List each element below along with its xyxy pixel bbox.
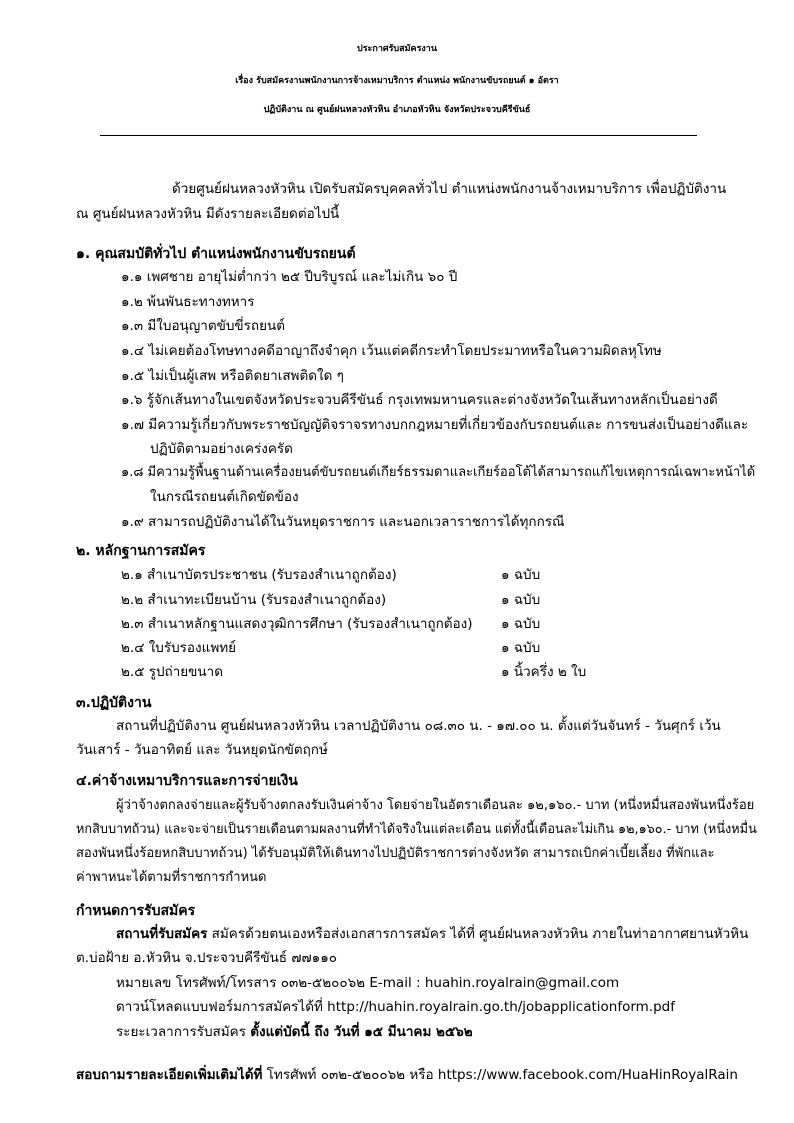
document-item: ๒.๒ สำเนาทะเบียนบ้าน (รับรองสำเนาถูกต้อง) — [121, 592, 387, 608]
document-quantity: ๑ ฉบับ — [501, 616, 541, 632]
footer-label: สอบถามรายละเอียดเพิ่มเติมได้ที่ — [76, 1067, 263, 1083]
footer-text: โทรศัพท์ ๐๓๒-๕๒๐๐๖๒ หรือ https://www.facebook.com/HuaHinRoyalRain — [262, 1067, 738, 1083]
section-4-heading: ๔.ค่าจ้างเหมาบริการและการจ่ายเงิน — [76, 773, 298, 789]
page-title: ประกาศรับสมัครงาน — [356, 44, 438, 54]
payment-line-3: สองพันหนึ่งร้อยหกสิบบาทถ้วน) ได้รับอนุมัติให้เดินทางไปปฏิบัติราชการต่างจังหวัด สามารถเบิกค่าเบี้ยเลี้ยง ที่พักและ — [76, 846, 715, 861]
payment-line-4: ค่าพาหนะได้ตามที่ราชการกำหนด — [76, 870, 267, 885]
footer-contact — [76, 1066, 738, 1084]
document-quantity: ๑ ฉบับ — [501, 640, 541, 656]
qualification-item: ๑.๓ มีใบอนุญาตขับขี่รถยนต์ — [121, 318, 285, 334]
qualification-item: ๑.๑ เพศชาย อายุไม่ต่ำกว่า ๒๕ ปีบริบูรณ์ และไม่เกิน ๖๐ ปี — [121, 269, 458, 285]
document-item: ๒.๑ สำเนาบัตรประชาชน (รับรองสำเนาถูกต้อง) — [121, 567, 397, 583]
work-schedule-line-1: สถานที่ปฏิบัติงาน ศูนย์ฝนหลวงหัวหิน เวลาปฏิบัติงาน ๐๘.๓๐ น. - ๑๗.๐๐ น. ตั้งแต่วันจันทร์ - วันศุกร์ เว้น — [116, 718, 721, 734]
document-quantity: ๑ นิ้วครึ่ง ๒ ใบ — [501, 664, 587, 680]
application-place-line-1 — [116, 925, 748, 943]
download-form-link[interactable]: ดาวน์โหลดแบบฟอร์มการสมัครได้ที่ http://huahin.royalrain.go.th/jobapplicationform.pdf — [116, 999, 676, 1015]
contact-info: หมายเลข โทรศัพท์/โทรสาร ๐๓๒-๕๒๐๐๖๒ E-mail : huahin.royalrain@gmail.com — [116, 975, 620, 991]
document-item: ๒.๕ รูปถ่ายขนาด — [121, 664, 223, 680]
payment-line-2: หกสิบบาทถ้วน) และจะจ่ายเป็นรายเดือนตามผลงานที่ทำได้จริงในแต่ละเดือน แต่ทั้งนี้เดือนละไม่เกิน ๑๒,๑๖๐.- บาท (หนึ่งหมื่น — [76, 822, 757, 837]
application-place-label: สถานที่รับสมัคร — [116, 926, 208, 942]
application-period — [116, 1023, 473, 1041]
intro-line-1: ด้วยศูนย์ฝนหลวงหัวหิน เปิดรับสมัครบุคคลทั่วไป ตำแหน่งพนักงานจ้างเหมาบริการ เพื่อปฏิบัติงาน — [172, 181, 727, 197]
announcement-subject: เรื่อง รับสมัครงานพนักงานการจ้างเหมาบริการ ตำแหน่ง พนักงานขับรถยนต์ ๑ อัตรา — [235, 76, 559, 86]
qualification-item-continued: ในกรณีรถยนต์เกิดขัดข้อง — [150, 489, 299, 505]
document-item: ๒.๔ ใบรับรองแพทย์ — [121, 640, 237, 656]
intro-line-2: ณ ศูนย์ฝนหลวงหัวหิน มีดังรายละเอียดต่อไปนี้ — [76, 206, 340, 222]
qualification-item: ๑.๒ พ้นพันธะทางทหาร — [121, 294, 255, 310]
document-quantity: ๑ ฉบับ — [501, 592, 541, 608]
qualification-item: ๑.๖ รู้จักเส้นทางในเขตจังหวัดประจวบคีรีขันธ์ กรุงเทพมหานครและต่างจังหวัดในเส้นทางหลักเป็นอย่างดี — [121, 392, 718, 408]
application-period-value: ตั้งแต่บัดนี้ ถึง วันที่ ๑๕ มีนาคม ๒๕๖๒ — [250, 1024, 473, 1040]
qualification-item-continued: ปฏิบัติตามอย่างเคร่งครัด — [150, 441, 293, 457]
qualification-item: ๑.๔ ไม่เคยต้องโทษทางคดีอาญาถึงจำคุก เว้นแต่คดีกระทำโดยประมาทหรือในความผิดลหุโทษ — [121, 343, 662, 359]
qualification-item: ๑.๘ มีความรู้พื้นฐานด้านเครื่องยนต์ขับรถยนต์เกียร์ธรรมดาและเกียร์ออโต้ได้สามารถแก้ไขเหตุการณ์เฉพาะหน้าได้ — [121, 465, 756, 480]
section-3-heading: ๓.ปฏิบัติงาน — [76, 695, 152, 711]
payment-line-1: ผู้ว่าจ้างตกลงจ่ายและผู้รับจ้างตกลงรับเงินค่าจ้าง โดยจ่ายในอัตราเดือนละ ๑๒,๑๖๐.- บาท (หนึ่งหมื่นสองพันหนึ่งร้อย — [116, 798, 755, 813]
header-divider — [100, 135, 697, 136]
application-place-text: สมัครด้วยตนเองหรือส่งเอกสารการสมัคร ได้ที่ ศูนย์ฝนหลวงหัวหิน ภายในท่าอากาศยานหัวหิน — [207, 926, 749, 942]
work-schedule-line-2: วันเสาร์ - วันอาทิตย์ และ วันหยุดนักขัตฤกษ์ — [76, 742, 328, 758]
application-schedule-heading: กำหนดการรับสมัคร — [76, 903, 196, 919]
document-item: ๒.๓ สำเนาหลักฐานแสดงวุฒิการศึกษา (รับรองสำเนาถูกต้อง) — [121, 616, 473, 632]
document-quantity: ๑ ฉบับ — [501, 567, 541, 583]
section-1-heading: ๑. คุณสมบัติทั่วไป ตำแหน่งพนักงานขับรถยนต์ — [76, 246, 356, 262]
application-period-label: ระยะเวลาการรับสมัคร — [116, 1024, 251, 1040]
qualification-item: ๑.๗ มีความรู้เกี่ยวกับพระราชบัญญัติจราจรทางบกกฎหมายที่เกี่ยวข้องกับรถยนต์และ การขนส่งเป็นอย่างดีและ — [121, 417, 749, 433]
section-2-heading: ๒. หลักฐานการสมัคร — [76, 543, 206, 559]
work-location: ปฏิบัติงาน ณ ศูนย์ฝนหลวงหัวหิน อำเภอหัวหิน จังหวัดประจวบคีรีขันธ์ — [263, 105, 531, 115]
qualification-item: ๑.๕ ไม่เป็นผู้เสพ หรือติดยาเสพติดใด ๆ — [121, 368, 344, 384]
qualification-item: ๑.๙ สามารถปฏิบัติงานได้ในวันหยุดราชการ และนอกเวลาราชการได้ทุกกรณี — [121, 514, 565, 530]
application-place-line-2: ต.บ่อฝ้าย อ.หัวหิน จ.ประจวบคีรีขันธ์ ๗๗๑๑๐ — [76, 950, 338, 966]
